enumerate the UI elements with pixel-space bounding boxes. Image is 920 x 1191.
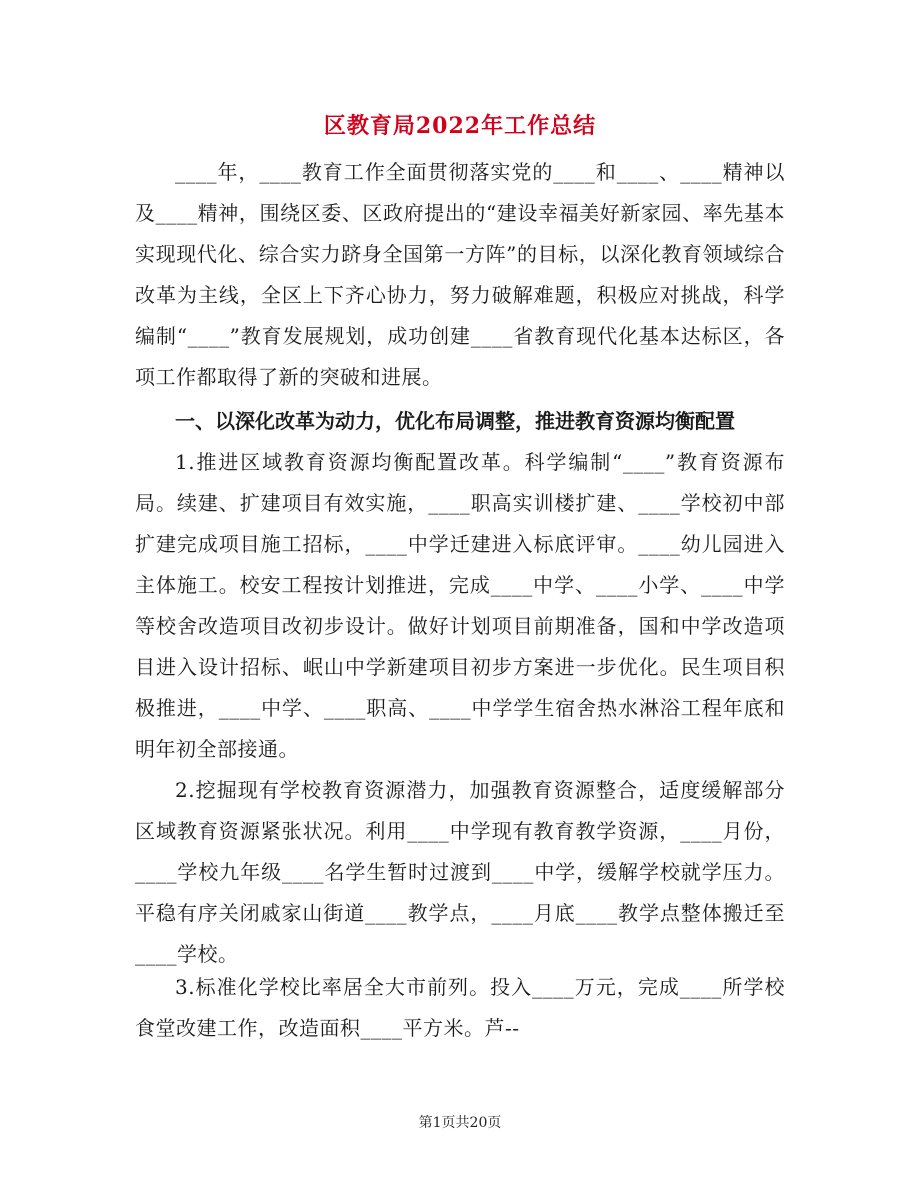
section-heading-1: 一、以深化改革为动力，优化布局调整，推进教育资源均衡配置 [175, 409, 735, 433]
document-title: 区教育局2022年工作总结 [323, 113, 597, 139]
item-1-paragraph: 1.推进区域教育资源均衡配置改革。科学编制“____”教育资源布局。续建、扩建项目有效实施，____职高实训楼扩建、____学校初中部扩建完成项目施工招标，____中学迁建进入标底评审。____幼儿园进入主体施工。校安工程按计划推进，完成____中学、____小学、____中学等校舍改造项目改初步设计。做好计划项目前期准备，国和中学改造项目进入设计招标、岷山中学新建项目初步方案进一步优化。民生项目积极推进，____中学、____职高、____中学学生宿舍热水淋浴工程年底和明年初全部接通。 [135, 450, 785, 761]
intro-paragraph: ____年，____教育工作全面贯彻落实党的____和____、____精神以及____精神，围绕区委、区政府提出的“建设幸福美好新家园、率先基本实现现代化、综合实力跻身全国第一方阵”的目标，以深化教育领域综合改革为主线，全区上下齐心协力，努力破解难题，积极应对挑战，科学编制“____”教育发展规划，成功创建____省教育现代化基本达标区，各项工作都取得了新的突破和进展。 [135, 160, 785, 389]
item-2-paragraph: 2.挖掘现有学校教育资源潜力，加强教育资源整合，适度缓解部分区域教育资源紧张状况。利用____中学现有教育教学资源，____月份，____学校九年级____名学生暂时过渡到____中学，缓解学校就学压力。平稳有序关闭戚家山街道____教学点，____月底____教学点整体搬迁至____学校。 [135, 778, 785, 966]
page-footer: 第1页共20页 [418, 1115, 502, 1131]
item-3-paragraph: 3.标准化学校比率居全大市前列。投入____万元，完成____所学校食堂改建工作，改造面积____平方米。芦-- [135, 975, 785, 1040]
